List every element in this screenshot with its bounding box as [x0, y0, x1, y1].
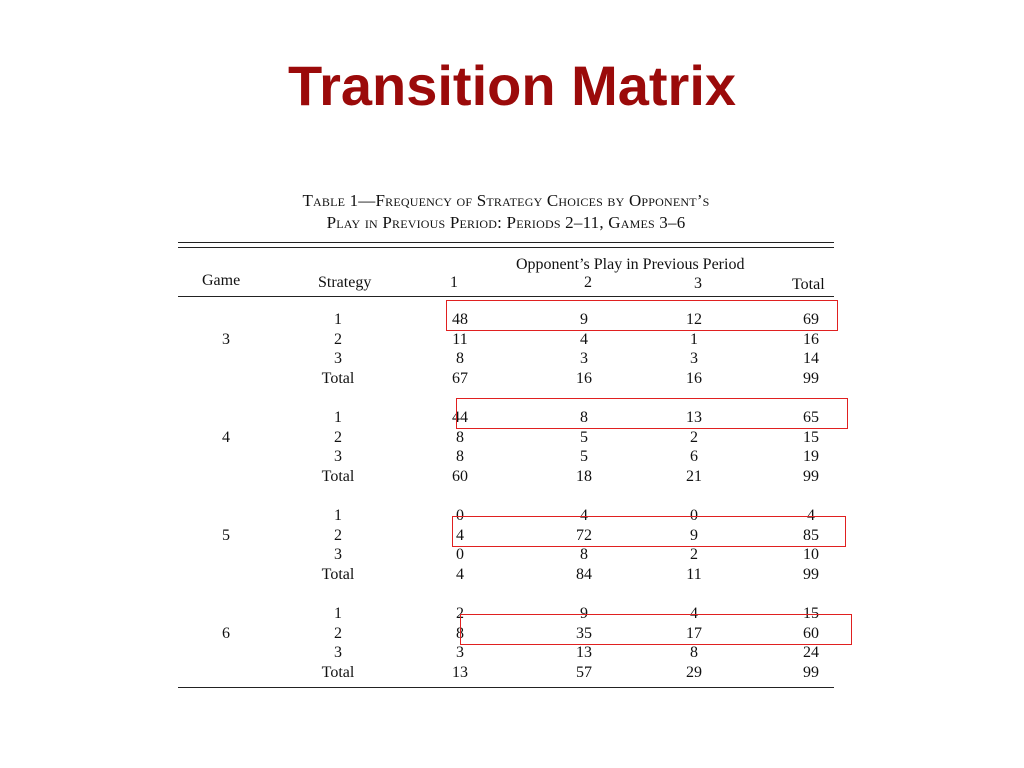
row-total-cell: 10 — [803, 546, 819, 563]
highlight-box — [446, 300, 838, 331]
row-total-cell: 99 — [803, 565, 819, 583]
count-cell-c1: 4 — [456, 526, 464, 544]
caption-line-2: Play in Previous Period: Periods 2–11, Games 3–6 — [326, 213, 686, 232]
slide-title: Transition Matrix — [287, 54, 737, 117]
count-cell-c2: 35 — [576, 624, 592, 642]
row-total-cell: 16 — [803, 330, 819, 348]
caption-line-1: Table 1—Frequency of Strategy Choices by Opponent’s — [302, 191, 710, 210]
strategy-cell: Total — [321, 565, 355, 583]
count-cell-c2: 3 — [580, 350, 588, 367]
row-total-cell: 15 — [803, 428, 819, 446]
count-cell-c1: 11 — [452, 330, 468, 348]
count-cell-c1: 44 — [452, 409, 468, 426]
header-col-2: 2 — [584, 274, 592, 291]
row-total-cell: 85 — [803, 526, 819, 544]
count-cell-c1: 0 — [456, 507, 464, 524]
count-cell-c3: 21 — [686, 467, 702, 485]
row-total-cell: 60 — [803, 624, 819, 642]
strategy-cell: Total — [321, 663, 355, 681]
count-cell-c1: 8 — [456, 428, 464, 446]
count-cell-c3: 11 — [686, 565, 702, 583]
top-rule — [178, 242, 834, 243]
highlight-box — [452, 516, 846, 547]
count-cell-c3: 8 — [690, 644, 698, 661]
highlight-box — [456, 398, 848, 429]
strategy-cell: 3 — [334, 546, 342, 563]
strategy-cell: 1 — [334, 311, 342, 328]
count-cell-c2: 16 — [576, 369, 592, 387]
row-total-cell: 99 — [803, 663, 819, 681]
count-cell-c1: 2 — [456, 605, 464, 622]
row-total-cell: 4 — [807, 507, 815, 524]
count-cell-c1: 3 — [456, 644, 464, 661]
strategy-cell: 2 — [334, 428, 342, 446]
count-cell-c3: 17 — [686, 624, 702, 642]
row-total-cell: 99 — [803, 369, 819, 387]
count-cell-c1: 8 — [456, 448, 464, 465]
count-cell-c1: 0 — [456, 546, 464, 563]
strategy-cell: 2 — [334, 330, 342, 348]
count-cell-c2: 8 — [580, 546, 588, 563]
top-rule-second — [178, 247, 834, 248]
count-cell-c3: 16 — [686, 369, 702, 387]
row-total-cell: 19 — [803, 448, 819, 465]
row-total-cell: 65 — [803, 409, 819, 426]
game-label: 3 — [222, 330, 230, 348]
count-cell-c2: 4 — [580, 507, 588, 524]
count-cell-c1: 60 — [452, 467, 468, 485]
count-cell-c2: 13 — [576, 644, 592, 661]
strategy-cell: Total — [321, 467, 355, 485]
header-rule — [178, 296, 834, 297]
count-cell-c3: 1 — [690, 330, 698, 348]
count-cell-c2: 84 — [576, 565, 592, 583]
count-cell-c3: 2 — [690, 546, 698, 563]
strategy-cell: 3 — [334, 644, 342, 661]
count-cell-c3: 29 — [686, 663, 702, 681]
count-cell-c2: 72 — [576, 526, 592, 544]
count-cell-c3: 13 — [686, 409, 702, 426]
count-cell-c1: 4 — [456, 565, 464, 583]
count-cell-c1: 13 — [452, 663, 468, 681]
game-label: 5 — [222, 526, 230, 544]
count-cell-c2: 4 — [580, 330, 588, 348]
highlight-box — [460, 614, 852, 645]
table-figure — [178, 190, 834, 700]
count-cell-c3: 6 — [690, 448, 698, 465]
bottom-rule — [178, 687, 834, 688]
count-cell-c2: 8 — [580, 409, 588, 426]
count-cell-c2: 18 — [576, 467, 592, 485]
count-cell-c3: 12 — [686, 311, 702, 328]
count-cell-c1: 8 — [456, 350, 464, 367]
header-col-3: 3 — [694, 275, 702, 292]
header-total: Total — [792, 276, 825, 293]
header-opponent-group: Opponent’s Play in Previous Period — [516, 256, 745, 273]
row-total-cell: 69 — [803, 311, 819, 328]
row-total-cell: 24 — [803, 644, 819, 661]
strategy-cell: 2 — [334, 526, 342, 544]
count-cell-c2: 5 — [580, 448, 588, 465]
table-caption — [178, 190, 834, 234]
count-cell-c1: 8 — [456, 624, 464, 642]
game-label: 4 — [222, 428, 230, 446]
count-cell-c1: 48 — [452, 311, 468, 328]
header-strategy: Strategy — [318, 274, 372, 291]
header-game: Game — [202, 272, 241, 289]
game-label: 6 — [222, 624, 230, 642]
count-cell-c3: 9 — [690, 526, 698, 544]
row-total-cell: 14 — [803, 350, 819, 367]
count-cell-c2: 5 — [580, 428, 588, 446]
count-cell-c3: 3 — [690, 350, 698, 367]
strategy-cell: Total — [321, 369, 355, 387]
count-cell-c3: 0 — [690, 507, 698, 524]
count-cell-c2: 57 — [576, 663, 592, 681]
count-cell-c3: 4 — [690, 605, 698, 622]
strategy-cell: 1 — [334, 507, 342, 524]
row-total-cell: 99 — [803, 467, 819, 485]
strategy-cell: 1 — [334, 605, 342, 622]
strategy-cell: 3 — [334, 350, 342, 367]
strategy-cell: 3 — [334, 448, 342, 465]
count-cell-c1: 67 — [452, 369, 468, 387]
row-total-cell: 15 — [803, 605, 819, 622]
count-cell-c2: 9 — [580, 311, 588, 328]
header-col-1: 1 — [450, 274, 458, 291]
count-cell-c3: 2 — [690, 428, 698, 446]
strategy-cell: 2 — [334, 624, 342, 642]
count-cell-c2: 9 — [580, 605, 588, 622]
strategy-cell: 1 — [334, 409, 342, 426]
